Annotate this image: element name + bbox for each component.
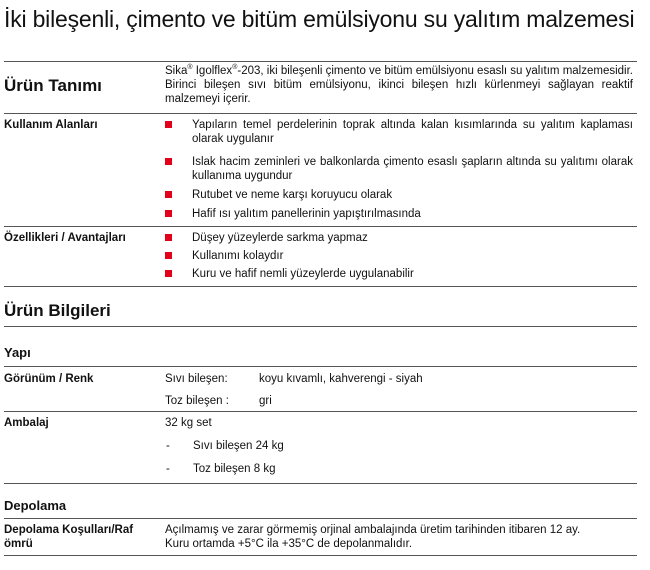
label-line: Depolama Koşulları/Raf — [4, 524, 134, 536]
divider — [4, 555, 637, 556]
depolama-text: Kuru ortamda +5°C ila +35°C de depolanmalıdır. — [165, 538, 413, 550]
ambalaj-set: 32 kg set — [165, 417, 212, 429]
section-heading-urun-bilgileri: Ürün Bilgileri — [4, 301, 111, 320]
bullet-icon — [165, 121, 172, 128]
divider — [4, 226, 637, 227]
field-label-depolama-kosullari — [4, 523, 133, 551]
product-description: -203, iki bileşenli çimento ve bitüm emülsiyonu esaslı su yalıtım malzemesidir. Birinci bileşen sıvı bitüm emülsiyonu, ikinci bileşen hızlı kürlenmeyi sağlayan reaktif malzemeyi içerir. — [165, 65, 633, 105]
bullet-icon — [165, 234, 172, 241]
bullet-icon — [165, 191, 172, 198]
subsection-heading-yapi: Yapı — [4, 345, 31, 360]
dash-marker: - — [166, 440, 170, 452]
field-label-sivi-bilesen: Sıvı bileşen: — [165, 373, 228, 385]
divider — [4, 61, 637, 62]
list-item: Toz bileşen 8 kg — [193, 463, 276, 475]
label-line: ömrü — [4, 538, 33, 550]
urun-tanimi-text — [165, 64, 633, 106]
field-value-toz-bilesen: gri — [259, 395, 272, 407]
field-label-ambalaj: Ambalaj — [4, 417, 49, 429]
divider — [4, 326, 637, 327]
depolama-text: Açılmamış ve zarar görmemiş orjinal ambalajında üretim tarihinden itibaren 12 ay. — [165, 524, 581, 536]
registered-mark: ® — [187, 64, 193, 72]
bullet-icon — [165, 210, 172, 217]
bullet-icon — [165, 270, 172, 277]
divider — [4, 483, 637, 484]
divider — [4, 113, 637, 114]
divider — [4, 286, 637, 287]
brand-name: Sika — [165, 65, 188, 77]
section-label-kullanim: Kullanım Alanları — [4, 119, 98, 131]
product-name: Igolflex — [192, 65, 233, 77]
field-label-toz-bilesen: Toz bileşen : — [165, 395, 229, 407]
registered-mark: ® — [232, 64, 238, 72]
field-value-sivi-bilesen: koyu kıvamlı, kahverengi - siyah — [259, 373, 423, 385]
section-label-urun-tanimi: Ürün Tanımı — [4, 76, 102, 95]
bullet-icon — [165, 252, 172, 259]
field-label-gorunum: Görünüm / Renk — [4, 373, 94, 385]
dash-marker: - — [166, 463, 170, 475]
divider — [4, 518, 637, 519]
subsection-heading-depolama: Depolama — [4, 498, 67, 513]
list-item: Sıvı bileşen 24 kg — [193, 440, 284, 452]
divider — [4, 366, 637, 367]
section-label-ozellikler: Özellikleri / Avantajları — [4, 232, 126, 244]
divider — [4, 411, 637, 412]
page-title: İki bileşenli, çimento ve bitüm emülsiyonu su yalıtım malzemesi — [4, 6, 635, 32]
bullet-icon — [165, 158, 172, 165]
